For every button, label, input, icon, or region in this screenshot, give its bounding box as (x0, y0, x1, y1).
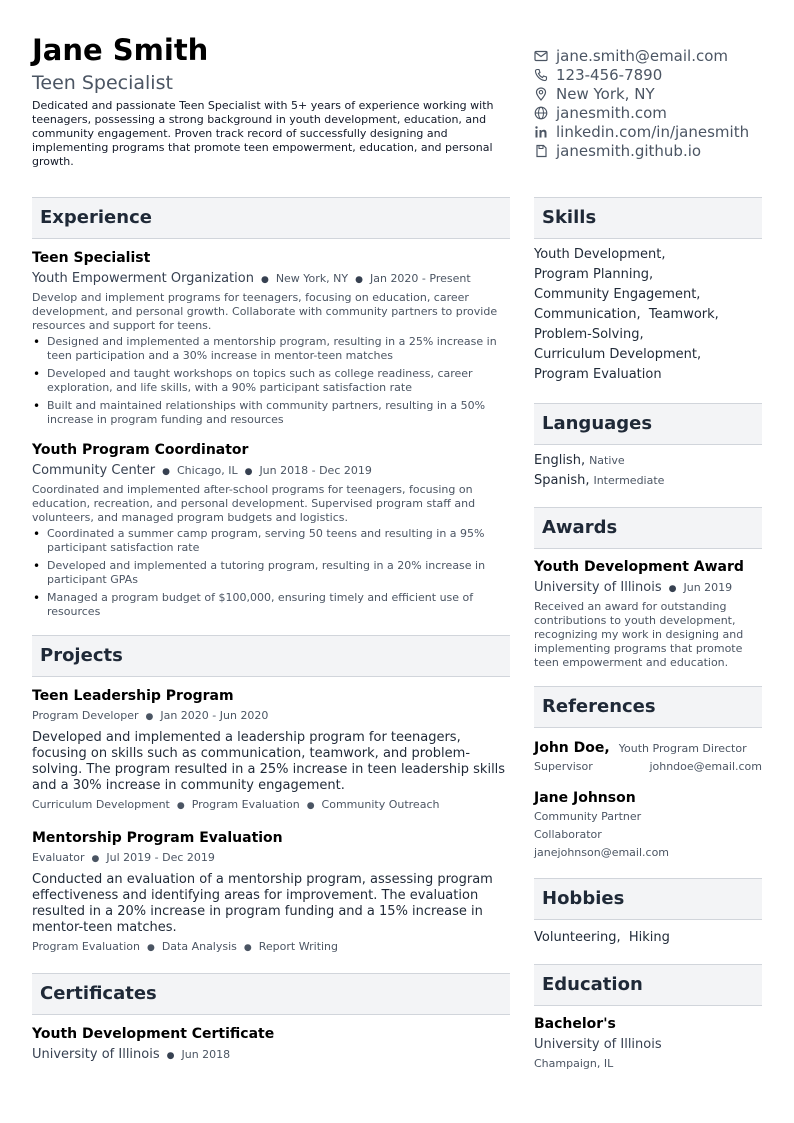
resume-header (32, 32, 762, 182)
experience-heading: Experience (32, 197, 510, 239)
job-bullets (32, 527, 510, 619)
certificate-title: Youth Development Certificate (32, 1026, 275, 1042)
reference-email[interactable]: johndoe@email.com (649, 760, 762, 773)
contact-linkedin-text: linkedin.com/in/janesmith (556, 122, 750, 141)
education-school: University of Illinois (534, 1037, 662, 1052)
contact-email-text: jane.smith@email.com (556, 46, 729, 65)
education-location: Champaign, IL (534, 1057, 614, 1070)
project-title: Mentorship Program Evaluation (32, 830, 283, 846)
job-meta: Community Center ● Chicago, IL ● Jun 2018 - Dec 2019 (32, 463, 372, 478)
job-title: Youth Program Coordinator (32, 442, 249, 458)
reference-relation: Supervisor (534, 760, 593, 773)
language-item (534, 451, 762, 471)
language-item (534, 471, 762, 491)
skill-item: Community Engagement, (534, 287, 701, 302)
project-tag: Curriculum Development (32, 798, 170, 811)
education-degree: Bachelor's (534, 1016, 616, 1032)
languages-list (534, 451, 762, 491)
resume-page (32, 32, 762, 1070)
project-tags: Program Evaluation ● Data Analysis ● Report Writing (32, 940, 339, 953)
skill-item: Program Planning, (534, 267, 654, 282)
project-description: Conducted an evaluation of a mentorship program, assessing program effectiveness and identifying areas for improvement. The evaluation resulted in a 20% increase in program funding and a 15% increase in mentor-teen matches. (32, 872, 493, 935)
job-bullets (32, 335, 510, 427)
github-icon (534, 144, 548, 158)
job-title: Teen Specialist (32, 250, 151, 266)
contact-phone-text: 123-456-7890 (556, 65, 663, 84)
project-item (32, 829, 510, 955)
summary-text: Dedicated and passionate Teen Specialist with 5+ years of experience working with teenagers, possessing a strong background in youth development, education, and community engagement. Proven track record of successfully designing and implementing programs that promote teen empowerment, education, and personal growth. (32, 99, 494, 168)
reference-position: Youth Program Director (618, 742, 747, 755)
language-level: Intermediate (593, 474, 665, 487)
language-level: Native (589, 454, 625, 467)
contact-website-text: janesmith.com (556, 103, 667, 122)
education-item (534, 1015, 762, 1073)
reference-email[interactable]: janejohnson@email.com (534, 846, 670, 859)
project-dates: Jan 2020 - Jun 2020 (160, 709, 269, 722)
reference-position: Community Partner (534, 810, 642, 823)
globe-icon (534, 106, 548, 120)
job-org: Community Center (32, 463, 156, 478)
job-description: Develop and implement programs for teenagers, focusing on education, career development, and personal growth. Collaborate with community partners to provide resources and support for teens. (32, 291, 498, 332)
contact-location (534, 84, 774, 103)
skills-heading: Skills (534, 197, 762, 239)
certificate-item (32, 1025, 510, 1065)
certificate-org: University of Illinois (32, 1047, 160, 1062)
certificate-meta: University of Illinois ● Jun 2018 (32, 1047, 231, 1062)
skill-item: Youth Development, (534, 247, 666, 262)
experience-item (32, 441, 510, 619)
award-org: University of Illinois (534, 580, 662, 595)
project-tag: Program Evaluation (191, 798, 300, 811)
job-bullet: • Developed and taught workshops on topics such as college readiness, career exploration, and life skills, with a 90% participant satisfaction rate (32, 367, 510, 395)
job-dates: Jun 2018 - Dec 2019 (259, 464, 372, 477)
project-tag: Program Evaluation (32, 940, 140, 953)
award-description: Received an award for outstanding contributions to youth development, recognizing my work in designing and implementing programs that promote teen empowerment and education. (534, 600, 744, 669)
job-dates: Jan 2020 - Present (369, 272, 471, 285)
reference-name: John Doe, (534, 740, 610, 756)
job-bullet: • Coordinated a summer camp program, serving 50 teens and resulting in a 95% participant satisfaction rate (32, 527, 510, 555)
project-title: Teen Leadership Program (32, 688, 234, 704)
project-meta: Program Developer ● Jan 2020 - Jun 2020 (32, 709, 269, 722)
project-role: Evaluator (32, 851, 85, 864)
contact-list (534, 46, 774, 160)
award-date: Jun 2019 (683, 581, 733, 594)
project-dates: Jul 2019 - Dec 2019 (106, 851, 215, 864)
project-tags: Curriculum Development ● Program Evaluation ● Community Outreach (32, 798, 440, 811)
contact-email[interactable] (534, 46, 774, 65)
award-title: Youth Development Award (534, 559, 744, 575)
linkedin-icon (534, 125, 548, 139)
skill-item: Curriculum Development, (534, 347, 702, 362)
contact-website[interactable] (534, 103, 774, 122)
job-bullet: • Built and maintained relationships with community partners, resulting in a 50% increase in program funding and resources (32, 399, 510, 427)
hobbies-heading: Hobbies (534, 878, 762, 920)
certificate-date: Jun 2018 (181, 1048, 231, 1061)
references-heading: References (534, 686, 762, 728)
right-column (534, 197, 762, 1073)
skills-list (534, 245, 762, 385)
experience-item (32, 249, 510, 427)
skill-item: Problem-Solving, (534, 327, 644, 342)
reference-item (534, 737, 762, 776)
reference-relation: Collaborator (534, 828, 602, 841)
project-tag: Community Outreach (321, 798, 440, 811)
job-bullet: • Designed and implemented a mentorship program, resulting in a 25% increase in teen participation and a 30% increase in mentor-teen matches (32, 335, 510, 363)
project-meta: Evaluator ● Jul 2019 - Dec 2019 (32, 851, 215, 864)
job-description: Coordinated and implemented after-school programs for teenagers, focusing on education, recreation, and personal development. Supervised program staff and volunteers, and managed program budgets and logistics. (32, 483, 476, 524)
language-name: English, (534, 453, 586, 468)
contact-phone[interactable] (534, 65, 774, 84)
languages-heading: Languages (534, 403, 762, 445)
skill-item: Program Evaluation (534, 367, 662, 382)
award-item (534, 558, 762, 670)
project-tag: Report Writing (258, 940, 339, 953)
job-meta: Youth Empowerment Organization ● New York, NY ● Jan 2020 - Present (32, 271, 471, 286)
project-description: Developed and implemented a leadership program for teenagers, focusing on skills such as communication, teamwork, and problem-solving. The program resulted in a 25% increase in teen leadership skills and a 30% increase in community engagement. (32, 730, 506, 793)
contact-linkedin[interactable] (534, 122, 774, 141)
candidate-name: Jane Smith (32, 33, 209, 67)
certificates-heading: Certificates (32, 973, 510, 1015)
location-icon (534, 87, 548, 101)
phone-icon (534, 68, 548, 82)
project-role: Program Developer (32, 709, 139, 722)
awards-heading: Awards (534, 507, 762, 549)
project-item (32, 687, 510, 813)
language-name: Spanish, (534, 473, 590, 488)
contact-github-text: janesmith.github.io (556, 141, 702, 160)
reference-name: Jane Johnson (534, 790, 636, 806)
job-org: Youth Empowerment Organization (32, 271, 254, 286)
header-left (32, 32, 510, 169)
projects-heading: Projects (32, 635, 510, 677)
contact-github[interactable] (534, 141, 774, 160)
mail-icon (534, 49, 548, 63)
skill-item: Communication, Teamwork, (534, 307, 719, 322)
education-heading: Education (534, 964, 762, 1006)
reference-item (534, 788, 762, 862)
contact-location-text: New York, NY (556, 84, 655, 103)
job-bullet: • Developed and implemented a tutoring program, resulting in a 20% increase in participant GPAs (32, 559, 510, 587)
job-bullet: • Managed a program budget of $100,000, ensuring timely and efficient use of resources (32, 591, 510, 619)
job-location: Chicago, IL (177, 464, 238, 477)
project-tag: Data Analysis (161, 940, 237, 953)
award-meta: University of Illinois ● Jun 2019 (534, 580, 733, 595)
job-location: New York, NY (275, 272, 349, 285)
candidate-title: Teen Specialist (32, 72, 173, 94)
hobbies-list: Volunteering, Hiking (534, 930, 670, 945)
left-column (32, 197, 510, 1065)
